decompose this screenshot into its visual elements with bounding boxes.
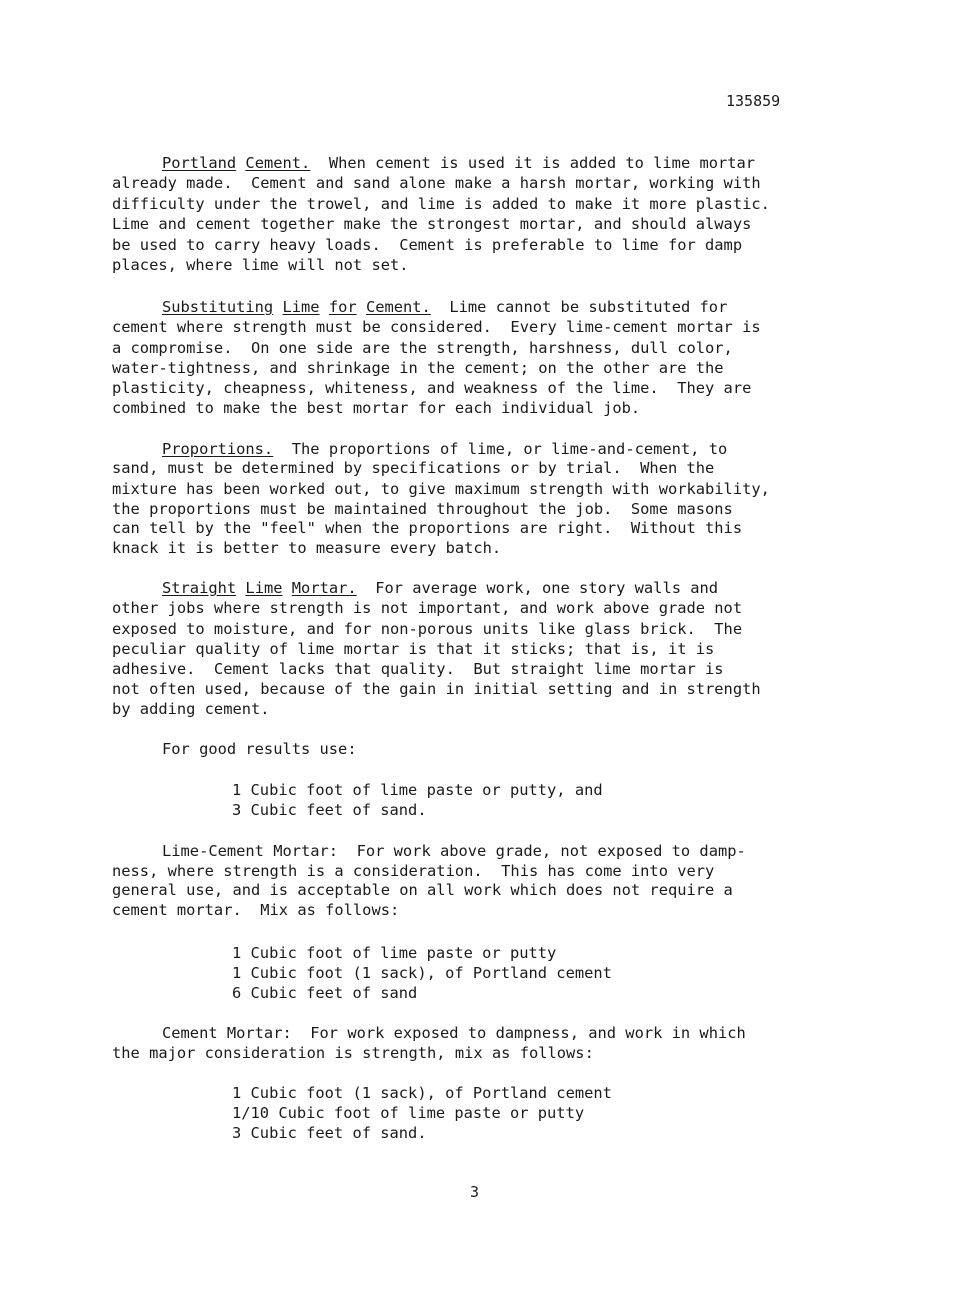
body-line: other jobs where strength is not important, and work above grade not bbox=[112, 599, 743, 617]
body-line: the proportions must be maintained throughout the job. Some masons bbox=[112, 500, 733, 518]
section-1-line-1: Portland Cement. When cement is used it is added to lime mortar bbox=[162, 154, 756, 172]
heading-lime: Lime bbox=[282, 298, 320, 316]
body-line: peculiar quality of lime mortar is that it sticks; that is, it is bbox=[112, 640, 715, 658]
section-3-line-1: Proportions. The proportions of lime, or lime-and-cement, to bbox=[162, 440, 728, 458]
body-line: mixture has been worked out, to give maximum strength with workability, bbox=[112, 480, 770, 498]
body-line: difficulty under the trowel, and lime is added to make it more plastic. bbox=[112, 195, 770, 213]
body-line: exposed to moisture, and for non-porous units like glass brick. The bbox=[112, 620, 743, 638]
body-line: can tell by the "feel" when the proportions are right. Without this bbox=[112, 519, 743, 537]
heading-straight: Straight bbox=[162, 579, 237, 597]
intro-line: For good results use: bbox=[162, 740, 357, 758]
lime-cement-line: Lime-Cement Mortar: For work above grade, not exposed to damp- bbox=[162, 842, 746, 860]
heading-lime-2: Lime bbox=[245, 579, 283, 597]
body-line: already made. Cement and sand alone make a harsh mortar, working with bbox=[112, 174, 761, 192]
section-4-line-1: Straight Lime Mortar. For average work, one story walls and bbox=[162, 579, 719, 597]
body-line: by adding cement. bbox=[112, 700, 270, 718]
body-line: be used to carry heavy loads. Cement is preferable to lime for damp bbox=[112, 236, 743, 254]
body-line: adhesive. Cement lacks that quality. But straight lime mortar is bbox=[112, 660, 724, 678]
document-number: 135859 bbox=[726, 92, 781, 110]
body-line: places, where lime will not set. bbox=[112, 256, 409, 274]
body-line: water-tightness, and shrinkage in the cement; on the other are the bbox=[112, 359, 724, 377]
mix-item: 3 Cubic feet of sand. bbox=[232, 801, 427, 819]
mix-item: 1 Cubic foot (1 sack), of Portland cement bbox=[232, 964, 612, 982]
heading-cement: Cement. bbox=[245, 154, 311, 172]
page-number: 3 bbox=[470, 1183, 480, 1201]
cement-mortar-line: Cement Mortar: For work exposed to dampness, and work in which bbox=[162, 1024, 746, 1042]
mix-item: 1 Cubic foot of lime paste or putty, and bbox=[232, 781, 603, 799]
body-line: not often used, because of the gain in initial setting and in strength bbox=[112, 680, 761, 698]
body-line: Lime and cement together make the strongest mortar, and should always bbox=[112, 215, 752, 233]
cement-mortar-line: the major consideration is strength, mix as follows: bbox=[112, 1044, 594, 1062]
mix-item: 1/10 Cubic foot of lime paste or putty bbox=[232, 1104, 585, 1122]
heading-cement-2: Cement. bbox=[365, 298, 431, 316]
section-2-line-1: Substituting Lime for Cement. Lime cannot be substituted for bbox=[162, 298, 728, 316]
mix-item: 1 Cubic foot (1 sack), of Portland cement bbox=[232, 1084, 612, 1102]
body-line: sand, must be determined by specifications or by trial. When the bbox=[112, 459, 715, 477]
heading-substituting: Substituting bbox=[162, 298, 274, 316]
lime-cement-line: cement mortar. Mix as follows: bbox=[112, 901, 400, 919]
mix-item: 3 Cubic feet of sand. bbox=[232, 1124, 427, 1142]
body-line: knack it is better to measure every batch. bbox=[112, 539, 502, 557]
body-line: cement where strength must be considered. Every lime-cement mortar is bbox=[112, 318, 761, 336]
heading-mortar: Mortar. bbox=[291, 579, 357, 597]
heading-portland: Portland bbox=[162, 154, 237, 172]
heading-for: for bbox=[328, 298, 357, 316]
mix-item: 1 Cubic foot of lime paste or putty bbox=[232, 944, 557, 962]
body-line: combined to make the best mortar for each individual job. bbox=[112, 399, 641, 417]
lime-cement-line: ness, where strength is a consideration. This has come into very bbox=[112, 862, 715, 880]
mix-item: 6 Cubic feet of sand bbox=[232, 984, 418, 1002]
heading-proportions: Proportions. bbox=[162, 440, 274, 458]
body-line: a compromise. On one side are the strength, harshness, dull color, bbox=[112, 339, 733, 357]
lime-cement-line: general use, and is acceptable on all work which does not require a bbox=[112, 881, 733, 899]
body-line: plasticity, cheapness, whiteness, and weakness of the lime. They are bbox=[112, 379, 752, 397]
